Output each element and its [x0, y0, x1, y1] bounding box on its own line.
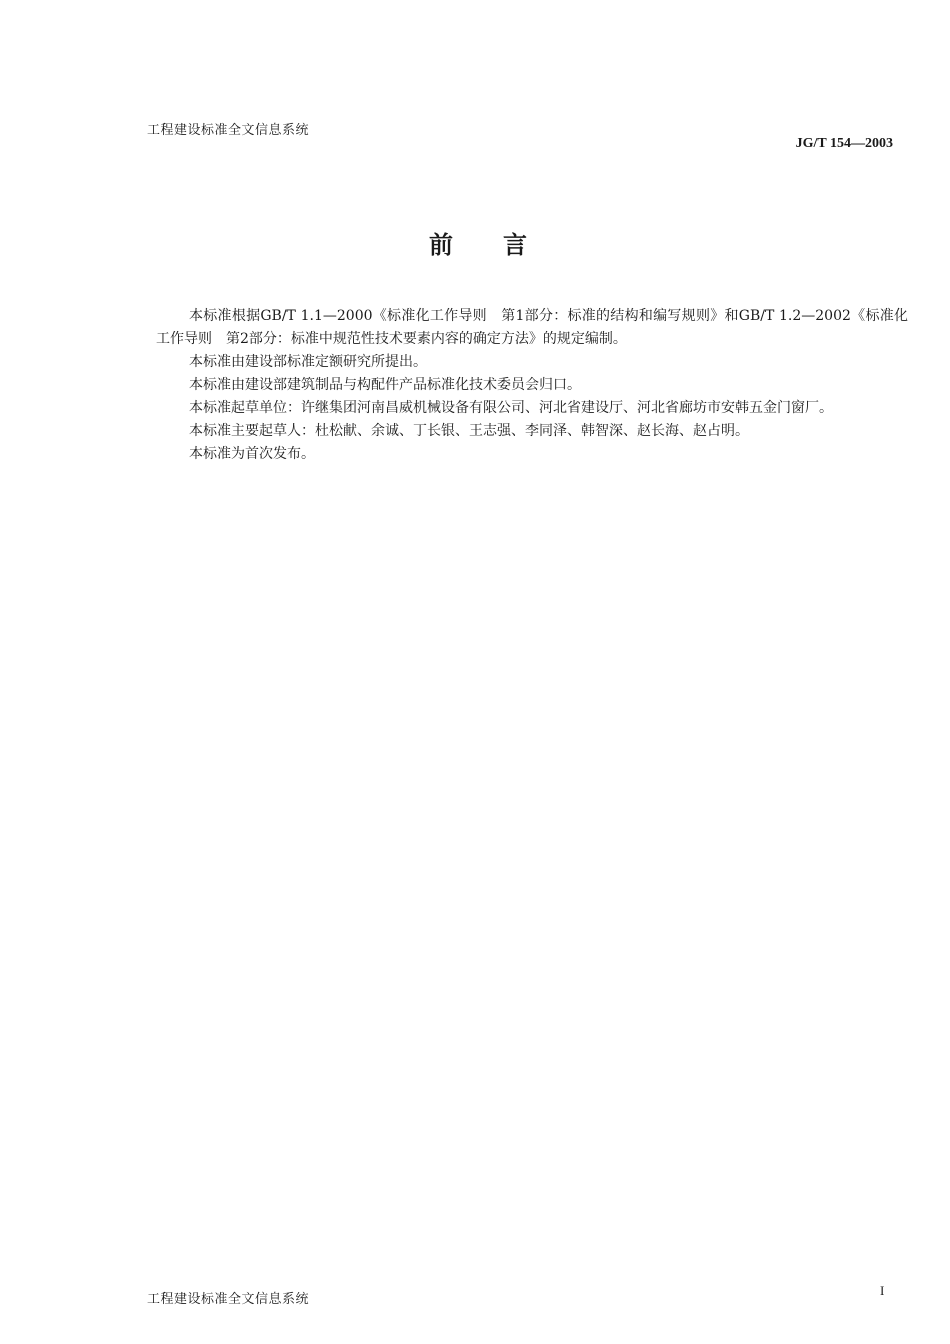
paragraph-first-release: 本标准为首次发布。 — [189, 446, 315, 462]
preface-body — [156, 305, 908, 466]
paragraph-centralized: 本标准由建设部建筑制品与构配件产品标准化技术委员会归口。 — [189, 377, 581, 393]
paragraph-proposer: 本标准由建设部标准定额研究所提出。 — [189, 354, 427, 370]
paragraph-drafters: 本标准主要起草人：杜松献、余诚、丁长银、王志强、李同泽、韩智深、赵长海、赵占明。 — [189, 423, 749, 439]
page-number: I — [880, 1283, 885, 1298]
standard-code: JG/T 154—2003 — [795, 136, 893, 151]
header-system-name: 工程建设标准全文信息系统 — [147, 123, 310, 138]
footer-system-name: 工程建设标准全文信息系统 — [147, 1292, 310, 1307]
paragraph-drafting-units: 本标准起草单位：许继集团河南昌威机械设备有限公司、河北省建设厅、河北省廊坊市安韩五金门窗厂。 — [189, 400, 833, 416]
paragraph-basis: 本标准根据GB/T 1.1—2000《标准化工作导则 第1部分：标准的结构和编写规则》和GB/T 1.2—2002《标准化工作导则 第2部分：标准中规范性技术要素内容的确定方法》的规定编制。 — [156, 308, 908, 347]
page-title: 前言 — [429, 230, 577, 259]
